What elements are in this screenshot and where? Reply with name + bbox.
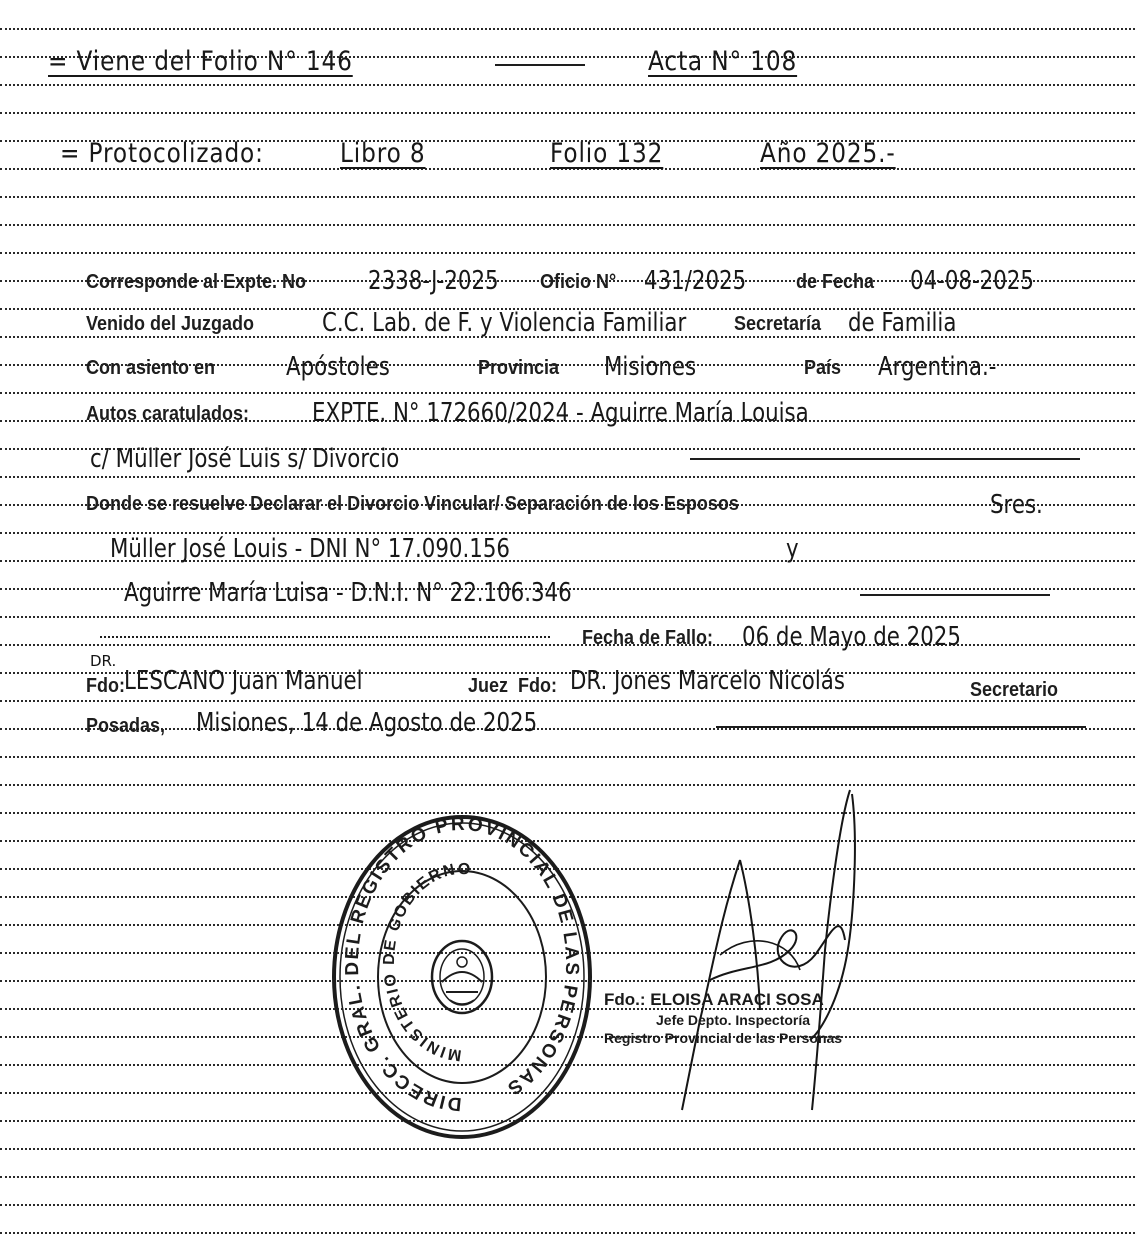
pais-label: País	[804, 357, 842, 379]
official-stamp	[604, 990, 904, 1046]
juzgado-label: Venido del Juzgado	[86, 313, 255, 335]
signature-image	[640, 780, 900, 1120]
protocolizado-folio: Folio 132	[550, 138, 664, 169]
fecha-value: 04-08-2025	[910, 266, 1034, 296]
ruled-line	[0, 224, 1135, 226]
ruled-line	[0, 644, 1135, 646]
ruled-line	[0, 1148, 1135, 1150]
fecha-label: de Fecha	[796, 271, 875, 293]
ruled-line	[0, 1204, 1135, 1206]
ruled-line	[0, 476, 1135, 478]
ruled-line	[0, 252, 1135, 254]
ruled-line	[0, 616, 1135, 618]
juez-label: Juez	[468, 675, 509, 697]
official-seal	[330, 812, 594, 1142]
coat-of-arms-icon	[432, 941, 492, 1013]
ruled-line	[0, 112, 1135, 114]
secretaria-label: Secretaría	[734, 313, 822, 335]
oficio-label: Oficio N°	[540, 271, 617, 293]
asiento-value: Apóstoles	[286, 352, 390, 382]
secretaria-value: de Familia	[848, 308, 957, 338]
secretario-name: DR. Jones Marcelo Nicolás	[570, 666, 845, 696]
autos-value: EXPTE. N° 172660/2024 - Aguirre María Louisa	[312, 398, 809, 428]
ruled-line	[0, 196, 1135, 198]
esposa-dash	[860, 594, 1050, 596]
dr-prefix: DR.	[90, 652, 117, 670]
ruled-line	[0, 784, 1135, 786]
fdo2-label: Fdo:	[518, 675, 557, 697]
fecha-fallo-value: 06 de Mayo de 2025	[742, 622, 961, 652]
ruled-line	[0, 84, 1135, 86]
provincia-label: Provincia	[478, 357, 560, 379]
protocolizado-label: = Protocolizado:	[60, 138, 264, 169]
expte-label: Corresponde al Expte. No	[86, 271, 307, 293]
ruled-line	[0, 728, 1135, 730]
ruled-line	[0, 1176, 1135, 1178]
lugar-fecha-value: Misiones, 14 de Agosto de 2025	[196, 708, 538, 738]
ruled-line	[0, 28, 1135, 30]
expte-value: 2338-J-2025	[368, 266, 499, 296]
protocolizado-libro: Libro 8	[340, 138, 426, 169]
posadas-dash	[716, 726, 1086, 728]
ruled-line	[0, 392, 1135, 394]
posadas-label: Posadas,	[86, 715, 166, 737]
pais-value: Argentina.-	[878, 352, 997, 382]
oficio-value: 431/2025	[644, 266, 747, 296]
juez-name: LESCANO Juan Manuel	[124, 666, 363, 696]
autos-continuation: c/ Müller José Luis s/ Divorcio	[90, 444, 400, 474]
fallo-leader	[100, 636, 550, 638]
autos-label: Autos caratulados:	[86, 403, 250, 425]
header-dash	[495, 64, 585, 66]
asiento-label: Con asiento en	[86, 357, 216, 379]
viene-del-folio: = Viene del Folio N° 146	[48, 46, 353, 77]
ruled-line	[0, 700, 1135, 702]
esposo-value: Müller José Louis - DNI N° 17.090.156	[110, 534, 510, 564]
acta-number: Acta N° 108	[648, 46, 798, 77]
provincia-value: Misiones	[604, 352, 697, 382]
fdo-label: Fdo:	[86, 675, 125, 697]
esposa-value: Aguirre María Luisa - D.N.I. N° 22.106.346	[124, 578, 572, 608]
ruled-line	[0, 756, 1135, 758]
seal-middle-ring	[378, 871, 546, 1083]
protocolizado-anio: Año 2025.-	[760, 138, 896, 169]
stamp-line-3: Registro Provincial de las Personas	[604, 1030, 843, 1046]
autos-dash	[690, 458, 1080, 460]
stamp-line-1: Fdo.: ELOISA ARACI SOSA	[604, 990, 824, 1009]
juzgado-value: C.C. Lab. de F. y Violencia Familiar	[322, 308, 687, 338]
fecha-fallo-label: Fecha de Fallo:	[582, 627, 714, 649]
stamp-line-2: Jefe Depto. Inspectoría	[656, 1012, 811, 1028]
seal-inner-text: MINISTERIO DE GOBIERNO	[380, 860, 473, 1064]
ruled-line	[0, 1232, 1135, 1234]
resuelve-label: Donde se resuelve Declarar el Divorcio Vincular/ Separación de los Esposos	[86, 493, 739, 515]
sres-value: Sres.	[990, 490, 1043, 520]
seal-outer-text: DIRECC. GRAL. DEL REGISTRO PROVINCIAL DE LAS PERSONAS	[341, 813, 583, 1115]
conjunction-y: y	[786, 534, 799, 564]
secretario-label: Secretario	[970, 679, 1059, 701]
